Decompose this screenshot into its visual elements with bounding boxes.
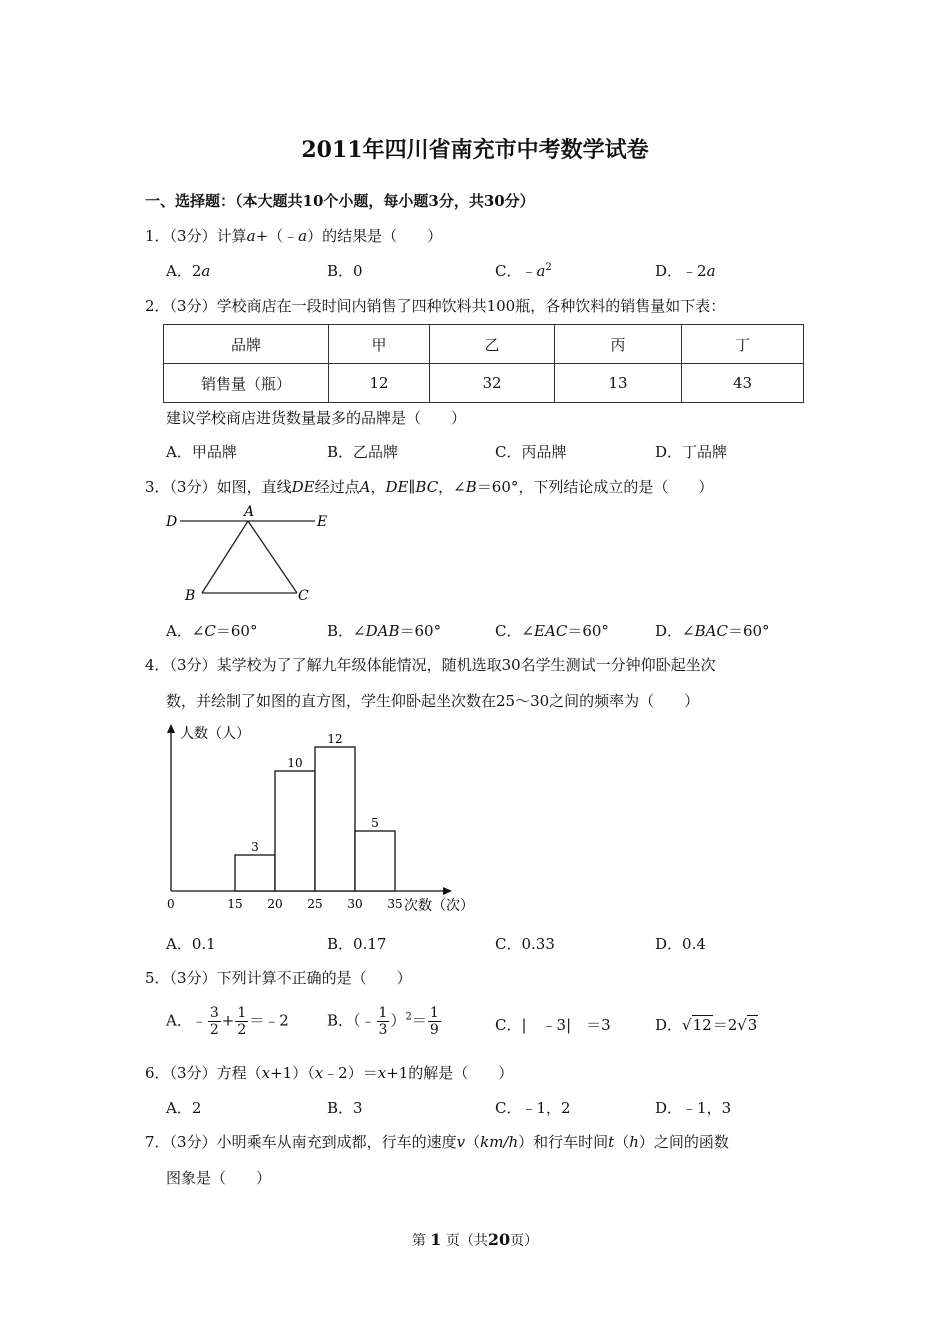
- table-row: [164, 325, 804, 364]
- page-title: 2011年四川省南充市中考数学试卷: [301, 137, 649, 163]
- bar-value-label: 12: [327, 732, 343, 746]
- q3-text: 如图，直线: [216, 478, 292, 496]
- q4-stem-line-2: 数，并绘制了如图的直方图，学生仰卧起坐次数在25～30之间的频率为（ ）: [166, 692, 700, 710]
- q7-text: ）之间的函数: [638, 1133, 729, 1151]
- q3-option-text: ＝60°: [215, 622, 258, 640]
- q5-option-text: D．: [655, 1016, 683, 1034]
- q3-option-text: ＝60°: [399, 622, 442, 640]
- q3-option-text: D．∠: [655, 622, 695, 640]
- q7-score: （3分）: [169, 1133, 217, 1151]
- question-4-stem: [145, 654, 716, 675]
- q1-number: 1．: [145, 227, 170, 245]
- q6-score: （3分）: [169, 1064, 217, 1082]
- q7-text: 小明乘车从南充到成都，行车的速度: [216, 1133, 457, 1151]
- x-tick-label: 20: [267, 897, 283, 911]
- table-row: [164, 364, 804, 403]
- table-cell: 销售量（瓶）: [164, 364, 329, 403]
- q1-text: 计算: [216, 227, 247, 245]
- q6-text: +1）（: [270, 1064, 315, 1082]
- q3-option-a[interactable]: [166, 620, 257, 641]
- x-tick-label: 30: [347, 897, 363, 911]
- numerator: 1: [237, 1005, 247, 1021]
- q7-text: ）和行车时间: [518, 1133, 609, 1151]
- q1-text: ）的结果是（ ）: [307, 227, 443, 245]
- label-d: D: [166, 514, 178, 530]
- denominator: 2: [237, 1022, 247, 1038]
- origin-label: 0: [167, 897, 175, 911]
- question-6-stem: [145, 1062, 513, 1083]
- question-2-stem: [145, 295, 725, 316]
- footer-text: 页（共: [445, 1233, 488, 1249]
- q5-score: （3分）: [169, 969, 217, 987]
- bar-value-label: 3: [251, 840, 259, 854]
- sales-table: [163, 324, 804, 403]
- q2-score: （3分）: [169, 297, 217, 315]
- question-7-stem: [145, 1131, 729, 1152]
- q6-option-b[interactable]: B．3: [327, 1099, 363, 1117]
- q1-option-var: a: [201, 262, 211, 280]
- histogram-bar: [355, 831, 395, 891]
- question-1-stem: [145, 225, 442, 246]
- x-axis-label: 次数（次）: [404, 898, 474, 914]
- side-ab: [202, 521, 248, 593]
- q3-number: 3．: [145, 478, 170, 496]
- table-cell: 43: [682, 364, 804, 403]
- footer-text: 第: [411, 1233, 426, 1249]
- question-5-stem: [145, 967, 412, 988]
- q1-score: （3分）: [169, 227, 217, 245]
- q1-option-a[interactable]: [166, 260, 210, 281]
- q3-var: A: [359, 478, 371, 496]
- table-header-cell: 丙: [555, 325, 682, 364]
- q6-option-a[interactable]: A．2: [166, 1099, 202, 1117]
- q5-option-text: B．（﹣: [327, 1011, 376, 1030]
- q6-text: ﹣2）＝: [323, 1064, 378, 1082]
- exponent: 2: [405, 1011, 412, 1023]
- x-tick-label: 35: [387, 897, 403, 911]
- label-a: A: [244, 504, 255, 520]
- page-number: 1: [430, 1230, 442, 1249]
- label-b: B: [185, 588, 196, 604]
- q3-option-b[interactable]: [327, 620, 441, 641]
- table-cell: 13: [555, 364, 682, 403]
- q5-option-a[interactable]: [166, 1005, 289, 1038]
- radicand: 12: [692, 1016, 712, 1034]
- fraction: [377, 1005, 390, 1038]
- q3-option-text: B．∠: [327, 622, 366, 640]
- page-total: 20: [487, 1230, 511, 1249]
- radicand: 3: [747, 1016, 758, 1034]
- table-cell: 12: [329, 364, 430, 403]
- q1-option-d[interactable]: [655, 260, 716, 281]
- numerator: 1: [378, 1005, 388, 1021]
- q5-option-text: A．﹣: [166, 1011, 207, 1030]
- bar-value-label: 10: [287, 756, 303, 770]
- q3-option-c[interactable]: [495, 620, 609, 641]
- question-3-stem: [145, 476, 713, 497]
- denominator: 2: [209, 1022, 219, 1038]
- denominator: 9: [429, 1022, 439, 1038]
- q3-text: ，∠: [438, 478, 466, 496]
- fraction: [428, 1005, 441, 1038]
- q3-option-text: ＝60°: [567, 622, 609, 640]
- q1-option-d-text: D．﹣2: [655, 262, 707, 280]
- q7-unit: h: [629, 1133, 639, 1151]
- q4-option-b[interactable]: B．0.17: [327, 935, 387, 953]
- bar-value-label: 5: [371, 816, 379, 830]
- label-e: E: [317, 514, 328, 530]
- q3-var: BC: [415, 478, 439, 496]
- q6-text: +1的解是（ ）: [386, 1064, 514, 1082]
- y-axis-arrow: [167, 724, 175, 733]
- q3-option-var: C: [204, 622, 216, 640]
- q5-option-b[interactable]: [327, 1005, 442, 1038]
- label-c: C: [298, 588, 309, 604]
- q5-option-c[interactable]: C．| ﹣3| ＝3: [495, 1016, 611, 1034]
- q7-var: v: [456, 1133, 466, 1151]
- q1-option-b-text: B．0: [327, 262, 363, 280]
- q5-option-text: ＝2: [712, 1016, 738, 1034]
- table-header-cell: 乙: [430, 325, 555, 364]
- q6-number: 6．: [145, 1064, 170, 1082]
- q2-number: 2．: [145, 297, 170, 315]
- sqrt-sign: √: [737, 1016, 747, 1034]
- table-header-cell: 丁: [682, 325, 804, 364]
- q6-option-c[interactable]: C．﹣1，2: [495, 1099, 571, 1117]
- numerator: 1: [429, 1005, 439, 1021]
- q7-unit: km/h: [480, 1133, 519, 1151]
- q6-var: x: [261, 1064, 271, 1082]
- x-tick-label: 25: [307, 897, 323, 911]
- q6-text: 方程（: [216, 1064, 262, 1082]
- histogram-chart: [160, 718, 490, 918]
- q3-option-text: C．∠: [495, 622, 535, 640]
- q7-text: （: [614, 1133, 630, 1151]
- q1-option-c[interactable]: [495, 260, 552, 281]
- q3-option-d[interactable]: [655, 620, 770, 641]
- q2-option-a[interactable]: A．甲品牌: [166, 443, 237, 461]
- q7-text: （: [465, 1133, 481, 1151]
- q5-text: 下列计算不正确的是（ ）: [216, 969, 412, 987]
- q3-text: 经过点: [314, 478, 360, 496]
- q3-text: ＝60°，下列结论成立的是（ ）: [476, 478, 714, 496]
- q3-option-text: ＝60°: [727, 622, 770, 640]
- q4-option-c[interactable]: C．0.33: [495, 935, 555, 953]
- sqrt-sign: √: [682, 1016, 692, 1034]
- q2-option-c[interactable]: C．丙品牌: [495, 443, 567, 461]
- q1-var: a: [246, 227, 256, 245]
- q3-var: DE: [291, 478, 315, 496]
- table-header-cell: 品牌: [164, 325, 329, 364]
- q3-option-text: A．∠: [166, 622, 205, 640]
- q3-text: ，: [370, 478, 386, 496]
- q1-text: +（﹣: [255, 227, 299, 245]
- q7-var: t: [608, 1133, 615, 1151]
- q1-option-var: a: [536, 262, 546, 280]
- q3-text: ∥: [408, 478, 416, 496]
- side-ac: [248, 521, 297, 593]
- q2-text: 学校商店在一段时间内销售了四种饮料共100瓶，各种饮料的销售量如下表：: [216, 297, 726, 315]
- q6-option-d[interactable]: D．﹣1，3: [655, 1099, 732, 1117]
- q3-var: B: [465, 478, 477, 496]
- q1-option-c-text: C．﹣: [495, 262, 537, 280]
- denominator: 3: [378, 1022, 388, 1038]
- q3-score: （3分）: [169, 478, 217, 496]
- q5-option-text: ＝﹣2: [249, 1011, 289, 1030]
- q3-option-var: DAB: [365, 622, 400, 640]
- q5-option-text: ）: [390, 1011, 406, 1030]
- q4-number: 4．: [145, 656, 170, 674]
- y-axis-label: 人数（人）: [180, 726, 250, 742]
- x-tick-label: 15: [227, 897, 243, 911]
- q2-option-b[interactable]: B．乙品牌: [327, 443, 399, 461]
- table-header-cell: 甲: [329, 325, 430, 364]
- histogram-bar: [235, 855, 275, 891]
- page-footer: [0, 1230, 950, 1250]
- q4-option-a[interactable]: A．0.1: [166, 935, 216, 953]
- q1-option-b[interactable]: [327, 260, 363, 281]
- q4-option-d[interactable]: D．0.4: [655, 935, 706, 953]
- section-heading: 一、选择题：（本大题共10个小题，每小题3分，共30分）: [145, 192, 535, 210]
- q4-text: 某学校为了了解九年级体能情况，随机选取30名学生测试一分钟仰卧起坐次: [216, 656, 716, 674]
- x-axis-arrow: [443, 887, 452, 895]
- q6-var: x: [377, 1064, 387, 1082]
- histogram-bar: [315, 747, 355, 891]
- q3-option-var: EAC: [534, 622, 568, 640]
- q3-var: DE: [385, 478, 409, 496]
- q2-follow-up: 建议学校商店进货数量最多的品牌是（ ）: [166, 409, 467, 427]
- histogram-bar: [275, 771, 315, 891]
- q3-option-var: BAC: [694, 622, 728, 640]
- footer-text: 页）: [510, 1233, 539, 1249]
- q5-option-text: +: [221, 1011, 235, 1030]
- fraction: [235, 1005, 248, 1038]
- q4-score: （3分）: [169, 656, 217, 674]
- q1-option-var: a: [706, 262, 716, 280]
- q2-option-d[interactable]: D．丁品牌: [655, 443, 728, 461]
- fraction: [208, 1005, 221, 1038]
- q1-option-exponent: 2: [545, 262, 552, 273]
- q5-option-d[interactable]: [655, 1014, 758, 1035]
- q1-var: a: [298, 227, 308, 245]
- q7-number: 7．: [145, 1133, 170, 1151]
- q7-stem-line-2: 图象是（ ）: [166, 1169, 272, 1187]
- table-cell: 32: [430, 364, 555, 403]
- q1-option-a-text: A．2: [166, 262, 202, 280]
- triangle-figure: [160, 500, 340, 610]
- q5-number: 5．: [145, 969, 170, 987]
- q5-option-text: ＝: [411, 1011, 427, 1030]
- numerator: 3: [209, 1005, 219, 1021]
- q6-var: x: [314, 1064, 324, 1082]
